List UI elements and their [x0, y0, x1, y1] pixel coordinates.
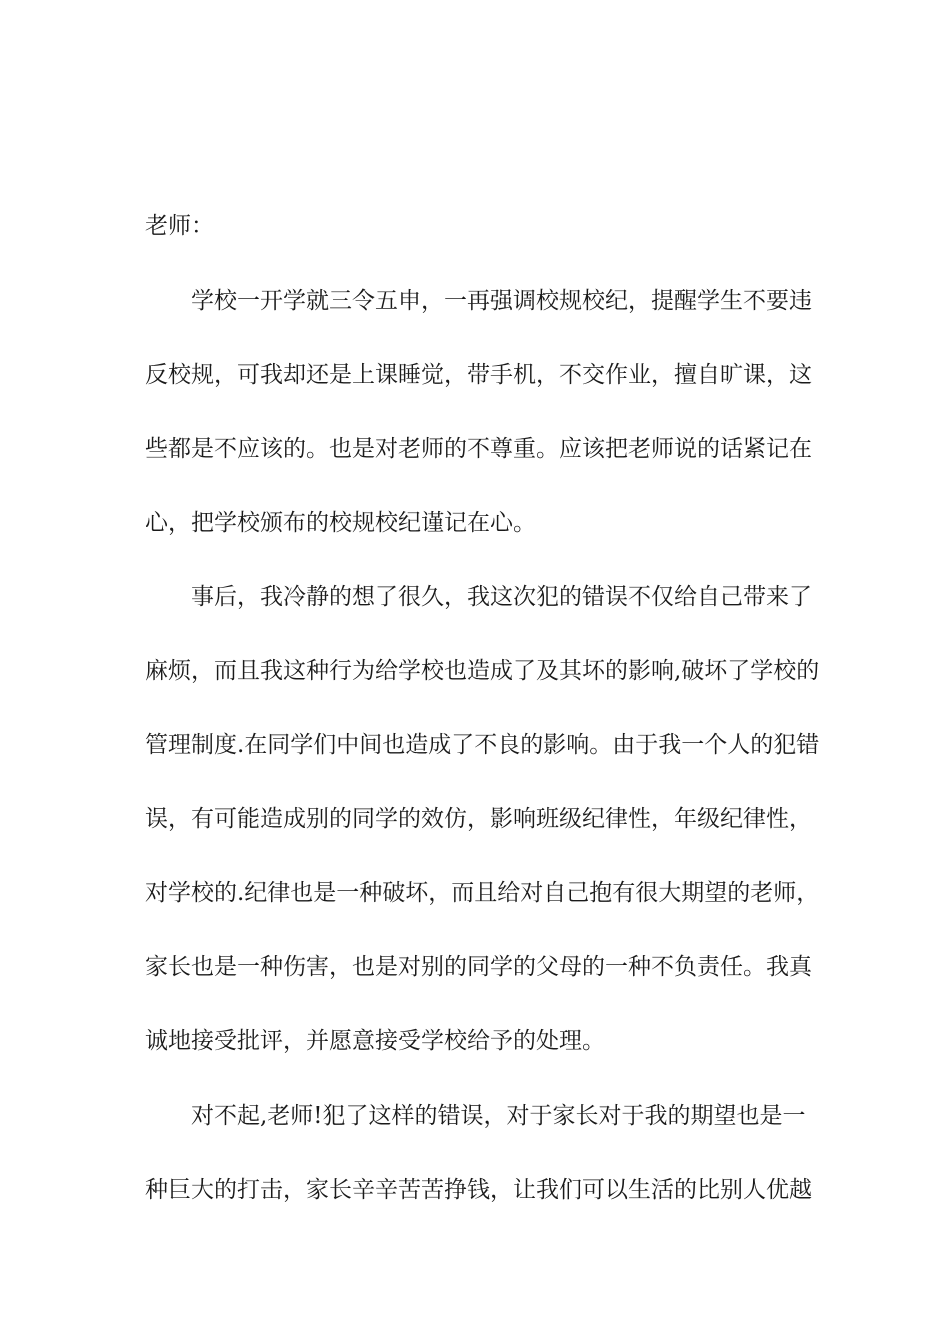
paragraph-1-line-3: 些都是不应该的。也是对老师的不尊重。应该把老师说的话紧记在 — [145, 436, 812, 462]
paragraph-1-line-4: 心，把学校颁布的校规校纪谨记在心。 — [145, 510, 536, 536]
paragraph-2-line-5: 对学校的.纪律也是一种破坏，而且给对自己抱有很大期望的老师， — [145, 880, 820, 906]
paragraph-2-line-7: 诚地接受批评，并愿意接受学校给予的处理。 — [145, 1028, 605, 1054]
paragraph-1-line-2: 反校规，可我却还是上课睡觉，带手机，不交作业，擅自旷课，这 — [145, 362, 812, 388]
paragraph-3-line-1: 对不起,老师!犯了这样的错误，对于家长对于我的期望也是一 — [191, 1103, 806, 1129]
salutation: 老师： — [145, 213, 214, 239]
paragraph-1-line-1: 学校一开学就三令五申，一再强调校规校纪，提醒学生不要违 — [191, 288, 812, 314]
paragraph-2-line-6: 家长也是一种伤害，也是对别的同学的父母的一种不负责任。我真 — [145, 954, 812, 980]
paragraph-2-line-2: 麻烦，而且我这种行为给学校也造成了及其坏的影响,破坏了学校的 — [145, 658, 820, 684]
paragraph-2-line-1: 事后，我冷静的想了很久，我这次犯的错误不仅给自己带来了 — [191, 584, 812, 610]
paragraph-3-line-2: 种巨大的打击，家长辛辛苦苦挣钱，让我们可以生活的比别人优越 — [145, 1177, 812, 1203]
paragraph-2-line-4: 误，有可能造成别的同学的效仿，影响班级纪律性，年级纪律性， — [145, 806, 812, 832]
paragraph-2-line-3: 管理制度.在同学们中间也造成了不良的影响。由于我一个人的犯错 — [145, 732, 820, 758]
